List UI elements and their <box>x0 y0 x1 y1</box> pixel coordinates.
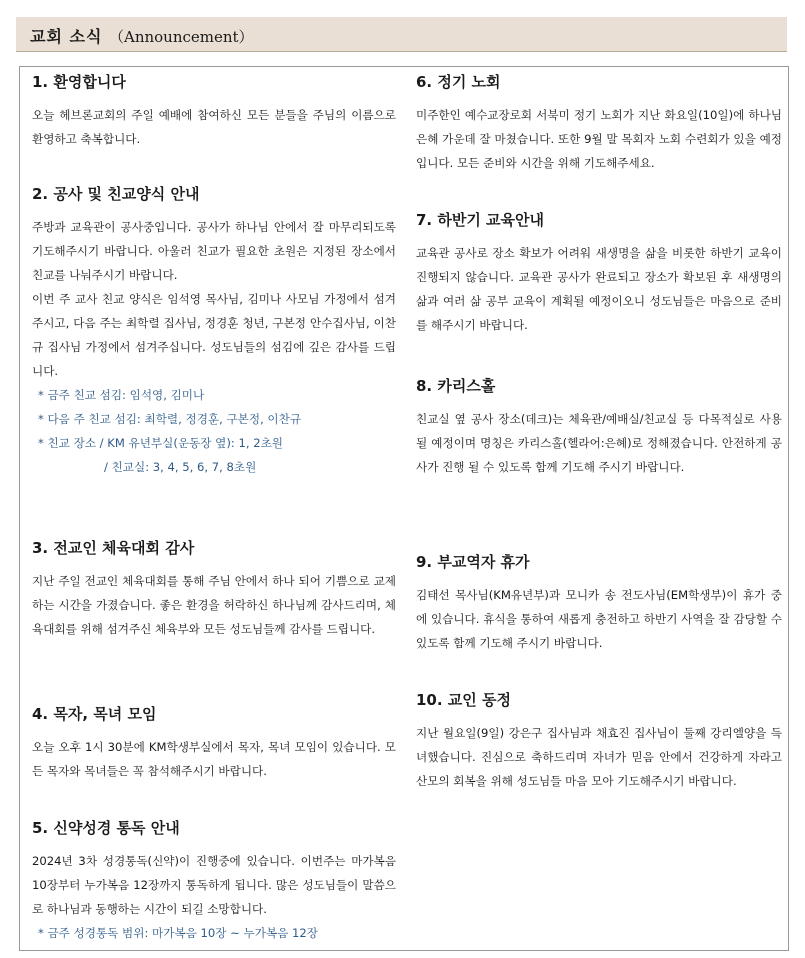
section-title: 7. 하반기 교육안내 <box>416 211 545 229</box>
section-paragraph: 교육관 공사로 장소 확보가 어려워 새생명을 삶을 비롯한 하반기 교육이 진행되지 않습니다. 교육관 공사가 완료되고 장소가 확보된 후 새생명의 삶과 여러 삶 공부 교육이 계획될 예정이오니 성도님들은 마음으로 준비를 해주시기 바랍니다. <box>416 246 782 332</box>
section-title: 4. 목자, 목녀 모임 <box>32 705 157 723</box>
section-title: 9. 부교역자 휴가 <box>416 553 530 571</box>
bullet-item: * 금주 친교 섬김: 임석영, 김미나 <box>38 388 205 402</box>
section-shepherd-meeting <box>32 704 396 783</box>
section-construction <box>32 184 396 479</box>
section-paragraph: 오늘 헤브론교회의 주일 예배에 참여하신 모든 분들을 주님의 이름으로 환영하고 축복합니다. <box>32 108 396 146</box>
section-presbytery <box>416 72 782 175</box>
section-bible-reading <box>32 818 396 945</box>
section-sports-day <box>32 538 396 641</box>
header-title <box>30 24 254 47</box>
bullet-item: * 친교 장소 / KM 유년부실(운동장 옆): 1, 2초원 <box>38 436 283 450</box>
section-paragraph: 2024년 3차 성경통독(신약)이 진행중에 있습니다. 이번주는 마가복음 10장부터 누가복음 12장까지 통독하게 됩니다. 많은 성도님들이 말씀으로 하나님과 동행하는 시간이 되길 소망합니다. <box>32 854 396 916</box>
section-paragraph: 지난 주일 전교인 체육대회를 통해 주님 안에서 하나 되어 기쁨으로 교제하는 시간을 가졌습니다. 좋은 환경을 허락하신 하나님께 감사드리며, 체육대회를 위해 섬겨주신 체육부와 모든 성도님들께 감사를 드립니다. <box>32 574 396 636</box>
section-title: 10. 교인 동정 <box>416 691 511 709</box>
section-title: 6. 정기 노회 <box>416 73 501 91</box>
section-title: 5. 신약성경 통독 안내 <box>32 819 180 837</box>
section-title: 2. 공사 및 친교양식 안내 <box>32 185 200 203</box>
bullet-item: * 금주 성경통독 범위: 마가복음 10장 ~ 누가복음 12장 <box>38 926 318 940</box>
section-paragraph: 지난 월요일(9일) 강은구 집사님과 채효진 집사님이 둘째 강리엘양을 득녀했습니다. 진심으로 축하드리며 자녀가 믿음 안에서 건강하게 자라고 산모의 회복을 위해 성도님들 마음 모아 기도해주시기 바랍니다. <box>416 726 782 788</box>
section-paragraph: 친교실 옆 공사 장소(데크)는 체육관/예배실/친교실 등 다목적실로 사용될 예정이며 명칭은 카리스홀(헬라어:은혜)로 정해졌습니다. 안전하게 공사가 진행 될 수 있도록 함께 기도해 주시기 바랍니다. <box>416 412 782 474</box>
page-header <box>16 17 787 52</box>
section-paragraph: 이번 주 교사 친교 양식은 임석영 목사님, 김미나 사모님 가정에서 섬겨주시고, 다음 주는 최학렬 집사님, 정경훈 청년, 구본정 안수집사님, 이찬규 집사님 가정에서 섬겨주십니다. 성도님들의 섬김에 깊은 감사를 드립니다. <box>32 292 396 378</box>
section-paragraph: 미주한인 예수교장로회 서북미 정기 노회가 지난 화요일(10일)에 하나님 은혜 가운데 잘 마쳤습니다. 또한 9월 말 목회자 노회 수련회가 있을 예정입니다. 모든 준비와 시간을 위해 기도해주세요. <box>416 108 782 170</box>
header-title-korean: 교회 소식 <box>30 27 103 46</box>
section-welcome <box>32 72 396 151</box>
section-member-news <box>416 690 782 793</box>
section-staff-vacation <box>416 552 782 655</box>
section-title: 1. 환영합니다 <box>32 73 126 91</box>
section-paragraph: 주방과 교육관이 공사중입니다. 공사가 하나님 안에서 잘 마무리되도록 기도해주시기 바랍니다. 아울러 친교가 필요한 초원은 지정된 장소에서 친교를 나눠주시기 바랍니다. <box>32 220 396 282</box>
section-education <box>416 210 782 337</box>
section-charis-hall <box>416 376 782 479</box>
bullet-item: * 다음 주 친교 섬김: 최학렬, 정경훈, 구본정, 이찬규 <box>38 412 302 426</box>
bullet-list <box>32 921 396 945</box>
section-title: 8. 카리스홀 <box>416 377 496 395</box>
section-title: 3. 전교인 체육대회 감사 <box>32 539 195 557</box>
bullet-item: / 친교실: 3, 4, 5, 6, 7, 8초원 <box>104 460 257 474</box>
section-paragraph: 오늘 오후 1시 30분에 KM학생부실에서 목자, 목녀 모임이 있습니다. 모든 목자와 목녀들은 꼭 참석해주시기 바랍니다. <box>32 740 396 778</box>
header-subtitle: （Announcement） <box>108 28 254 46</box>
announcement-box <box>19 66 789 951</box>
bullet-list <box>32 383 396 479</box>
section-paragraph: 김태선 목사님(KM유년부)과 모니카 송 전도사님(EM학생부)이 휴가 중에 있습니다. 휴식을 통하여 새롭게 충전하고 하반기 사역을 잘 감당할 수 있도록 함께 기도해 주시기 바랍니다. <box>416 588 782 650</box>
